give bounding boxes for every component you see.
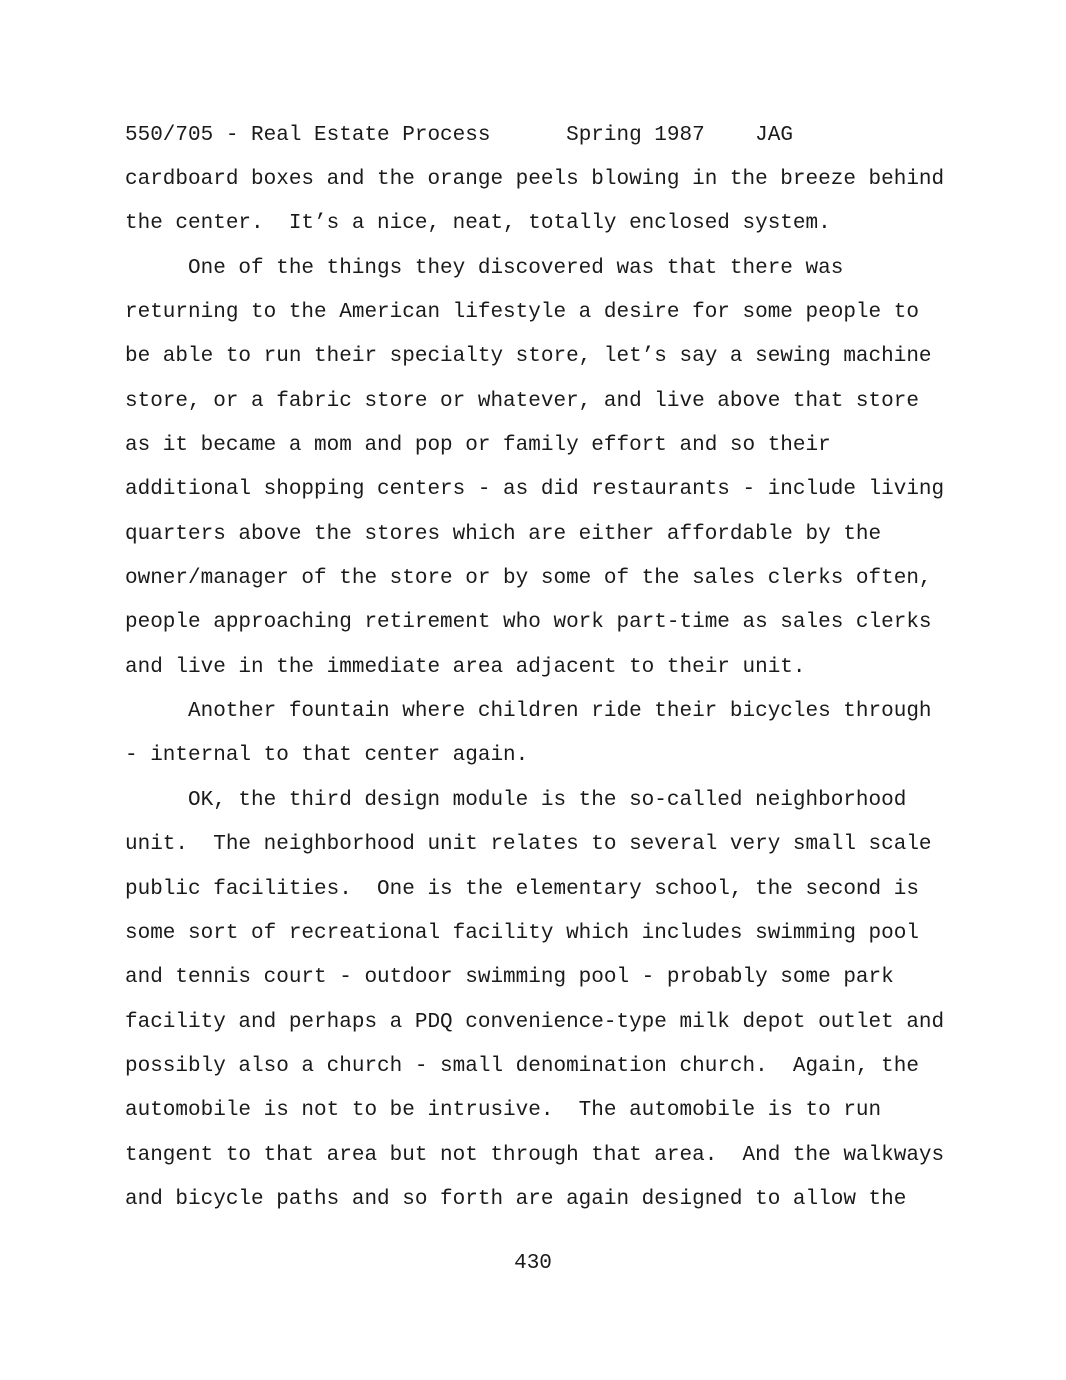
text-line: OK, the third design module is the so-called neighborhood xyxy=(188,788,907,812)
term: Spring 1987 xyxy=(566,124,705,147)
text-line: One of the things they discovered was that there was xyxy=(188,256,844,280)
text-line: - internal to that center again. xyxy=(125,744,529,768)
transcript-body xyxy=(125,166,955,1230)
text-line: as it became a mom and pop or family effort and so their xyxy=(125,434,831,458)
course-title: 550/705 - Real Estate Process xyxy=(125,124,491,147)
page-number: 430 xyxy=(514,1252,552,1275)
text-line: automobile is not to be intrusive. The automobile is to run xyxy=(125,1099,882,1123)
text-line: public facilities. One is the elementary school, the second is xyxy=(125,877,919,901)
text-line: owner/manager of the store or by some of the sales clerks often, xyxy=(125,567,932,591)
text-line: people approaching retirement who work part-time as sales clerks xyxy=(125,611,932,635)
text-line: quarters above the stores which are either affordable by the xyxy=(125,522,882,546)
text-line: be able to run their specialty store, let’s say a sewing machine xyxy=(125,345,932,369)
text-line: possibly also a church - small denomination church. Again, the xyxy=(125,1054,919,1078)
text-line: and bicycle paths and so forth are again designed to allow the xyxy=(125,1187,907,1211)
page-header xyxy=(125,122,793,150)
text-line: Another fountain where children ride their bicycles through xyxy=(188,700,932,724)
text-line: facility and perhaps a PDQ convenience-type milk depot outlet and xyxy=(125,1010,945,1034)
text-line: and live in the immediate area adjacent to their unit. xyxy=(125,655,806,679)
text-line: and tennis court - outdoor swimming pool - probably some park xyxy=(125,966,894,990)
text-line: returning to the American lifestyle a desire for some people to xyxy=(125,301,919,325)
author-initials: JAG xyxy=(755,124,793,147)
text-line: the center. It’s a nice, neat, totally enclosed system. xyxy=(125,212,831,236)
text-line: cardboard boxes and the orange peels blowing in the breeze behind xyxy=(125,168,945,191)
text-line: unit. The neighborhood unit relates to several very small scale xyxy=(125,833,932,857)
text-line: additional shopping centers - as did restaurants - include living xyxy=(125,478,945,502)
text-line: tangent to that area but not through that area. And the walkways xyxy=(125,1143,945,1167)
text-line: some sort of recreational facility which includes swimming pool xyxy=(125,921,919,945)
text-line: store, or a fabric store or whatever, and live above that store xyxy=(125,389,919,413)
